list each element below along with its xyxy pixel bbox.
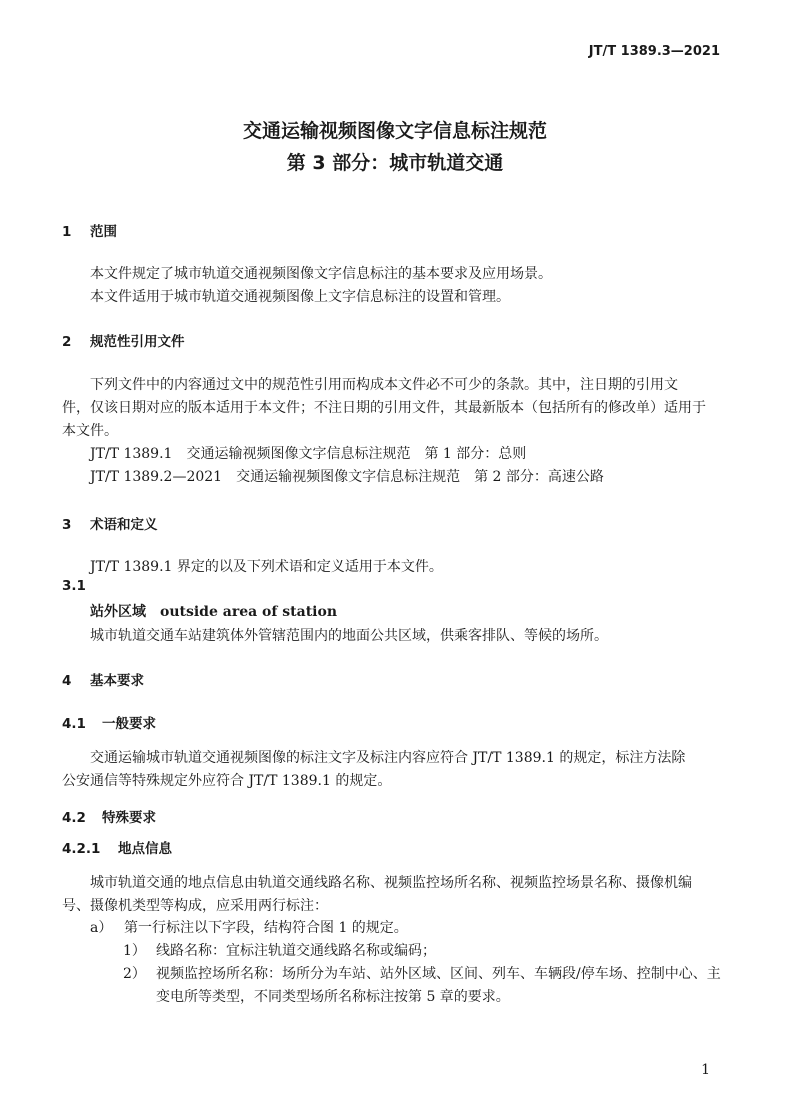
term-name — [90, 601, 337, 621]
title-line-2: 第 3 部分：城市轨道交通 — [286, 152, 504, 174]
list-item-text: 第一行标注以下字段，结构符合图 1 的规定。 — [124, 920, 408, 936]
section-title: 范围 — [90, 224, 117, 240]
paragraph-line: 本文件。 — [62, 423, 118, 439]
subsection-title: 特殊要求 — [102, 810, 156, 826]
paragraph-line: 公安通信等特殊规定外应符合 JT/T 1389.1 的规定。 — [62, 773, 392, 789]
subsection-4-2-1-heading — [62, 837, 172, 857]
section-number: 2 — [62, 334, 72, 350]
reference-item: JT/T 1389.2—2021 交通运输视频图像文字信息标注规范 第 2 部分：高速公路 — [90, 469, 604, 485]
subsection-title: 一般要求 — [102, 716, 156, 732]
section-2-heading — [62, 330, 185, 350]
list-item-1 — [123, 940, 436, 960]
subsection-number: 4.2.1 — [62, 841, 101, 857]
term-name-en: outside area of station — [160, 604, 338, 620]
list-item-a — [90, 917, 408, 937]
list-marker: a） — [90, 920, 113, 936]
term-definition: 城市轨道交通车站建筑体外管辖范围内的地面公共区域，供乘客排队、等候的场所。 — [90, 628, 608, 644]
section-title: 术语和定义 — [90, 517, 158, 533]
reference-item: JT/T 1389.1 交通运输视频图像文字信息标注规范 第 1 部分：总则 — [90, 446, 527, 462]
paragraph-line: 下列文件中的内容通过文中的规范性引用而构成本文件必不可少的条款。其中，注日期的引用文 — [90, 377, 678, 393]
list-marker: 1） — [123, 943, 146, 959]
list-marker: 2） — [123, 966, 146, 982]
section-title: 规范性引用文件 — [90, 334, 185, 350]
subsection-title: 地点信息 — [118, 841, 172, 857]
term-name-cn: 站外区域 — [90, 604, 146, 620]
paragraph-line: 号、摄像机类型等构成，应采用两行标注： — [62, 898, 328, 914]
paragraph-line: 件，仅该日期对应的版本适用于本文件；不注日期的引用文件，其最新版本（包括所有的修改单）适用于 — [62, 400, 706, 416]
list-item-2-continuation: 变电所等类型，不同类型场所名称标注按第 5 章的要求。 — [156, 989, 510, 1005]
section-number: 4 — [62, 673, 72, 689]
paragraph-line: 交通运输城市轨道交通视频图像的标注文字及标注内容应符合 JT/T 1389.1 的规定，标注方法除 — [90, 750, 686, 766]
subsection-number: 4.1 — [62, 716, 86, 732]
paragraph: 本文件规定了城市轨道交通视频图像文字信息标注的基本要求及应用场景。 — [90, 266, 552, 282]
section-1-heading — [62, 220, 117, 240]
paragraph: JT/T 1389.1 界定的以及下列术语和定义适用于本文件。 — [90, 559, 443, 575]
section-number: 3 — [62, 517, 72, 533]
list-item-text: 视频监控场所名称：场所分为车站、站外区域、区间、列车、车辆段/停车场、控制中心、主 — [156, 966, 721, 982]
document-id-header: JT/T 1389.3—2021 — [588, 44, 720, 59]
list-item-2 — [123, 963, 721, 983]
paragraph: 本文件适用于城市轨道交通视频图像上文字信息标注的设置和管理。 — [90, 289, 510, 305]
section-number: 1 — [62, 224, 72, 240]
section-4-heading — [62, 669, 144, 689]
title-line-1: 交通运输视频图像文字信息标注规范 — [242, 120, 547, 142]
paragraph-line: 城市轨道交通的地点信息由轨道交通线路名称、视频监控场所名称、视频监控场景名称、摄像机编 — [90, 875, 692, 891]
section-title: 基本要求 — [90, 673, 144, 689]
subsection-4-1-heading — [62, 712, 156, 732]
section-3-heading — [62, 513, 158, 533]
subsection-4-2-heading — [62, 806, 156, 826]
list-item-text: 线路名称：宜标注轨道交通线路名称或编码； — [156, 943, 436, 959]
page-number: 1 — [701, 1062, 710, 1078]
subsection-number: 4.2 — [62, 810, 86, 826]
term-number: 3.1 — [62, 578, 86, 594]
